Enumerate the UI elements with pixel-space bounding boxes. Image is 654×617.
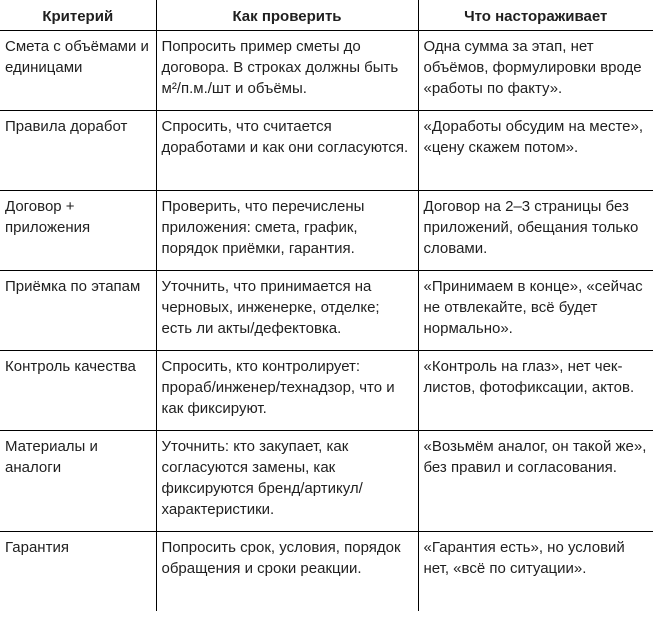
cell-check: Спросить, кто контролирует: прораб/инженер/технадзор, что и как фиксируют. (156, 351, 418, 431)
table-row (0, 191, 653, 271)
cell-criterion: Материалы и аналоги (0, 431, 156, 532)
cell-warning: «Контроль на глаз», нет чек-листов, фотофиксации, актов. (418, 351, 653, 431)
cell-warning: Договор на 2–3 страницы без приложений, обещания только словами. (418, 191, 653, 271)
header-row (0, 0, 653, 31)
table-row (0, 431, 653, 532)
table-body (0, 31, 653, 611)
header-red-flags: Что настораживает (418, 0, 653, 31)
cell-warning: «Возьмём аналог, он такой же», без правил и согласования. (418, 431, 653, 532)
cell-criterion: Приёмка по этапам (0, 271, 156, 351)
cell-check: Попросить срок, условия, порядок обращения и сроки реакции. (156, 532, 418, 611)
cell-check: Проверить, что перечислены приложения: смета, график, порядок приёмки, гарантия. (156, 191, 418, 271)
cell-check: Спросить, что считается доработами и как они согласуются. (156, 111, 418, 191)
cell-criterion: Смета с объёмами и единицами (0, 31, 156, 111)
cell-criterion: Гарантия (0, 532, 156, 611)
table-row (0, 111, 653, 191)
cell-warning: «Гарантия есть», но условий нет, «всё по ситуации». (418, 532, 653, 611)
cell-check: Уточнить, что принимается на черновых, инженерке, отделке; есть ли акты/дефектовка. (156, 271, 418, 351)
header-how-to-check: Как проверить (156, 0, 418, 31)
cell-warning: «Принимаем в конце», «сейчас не отвлекайте, всё будет нормально». (418, 271, 653, 351)
table-row (0, 31, 653, 111)
cell-criterion: Договор + приложения (0, 191, 156, 271)
cell-criterion: Правила доработ (0, 111, 156, 191)
table-row (0, 271, 653, 351)
cell-criterion: Контроль качества (0, 351, 156, 431)
cell-warning: «Доработы обсудим на месте», «цену скажем потом». (418, 111, 653, 191)
cell-check: Уточнить: кто закупает, как согласуются замены, как фиксируются бренд/артикул/характеристики. (156, 431, 418, 532)
table-row (0, 351, 653, 431)
table-row (0, 532, 653, 611)
table-header (0, 0, 653, 31)
cell-check: Попросить пример сметы до договора. В строках должны быть м²/п.м./шт и объёмы. (156, 31, 418, 111)
header-criterion: Критерий (0, 0, 156, 31)
cell-warning: Одна сумма за этап, нет объёмов, формулировки вроде «работы по факту». (418, 31, 653, 111)
